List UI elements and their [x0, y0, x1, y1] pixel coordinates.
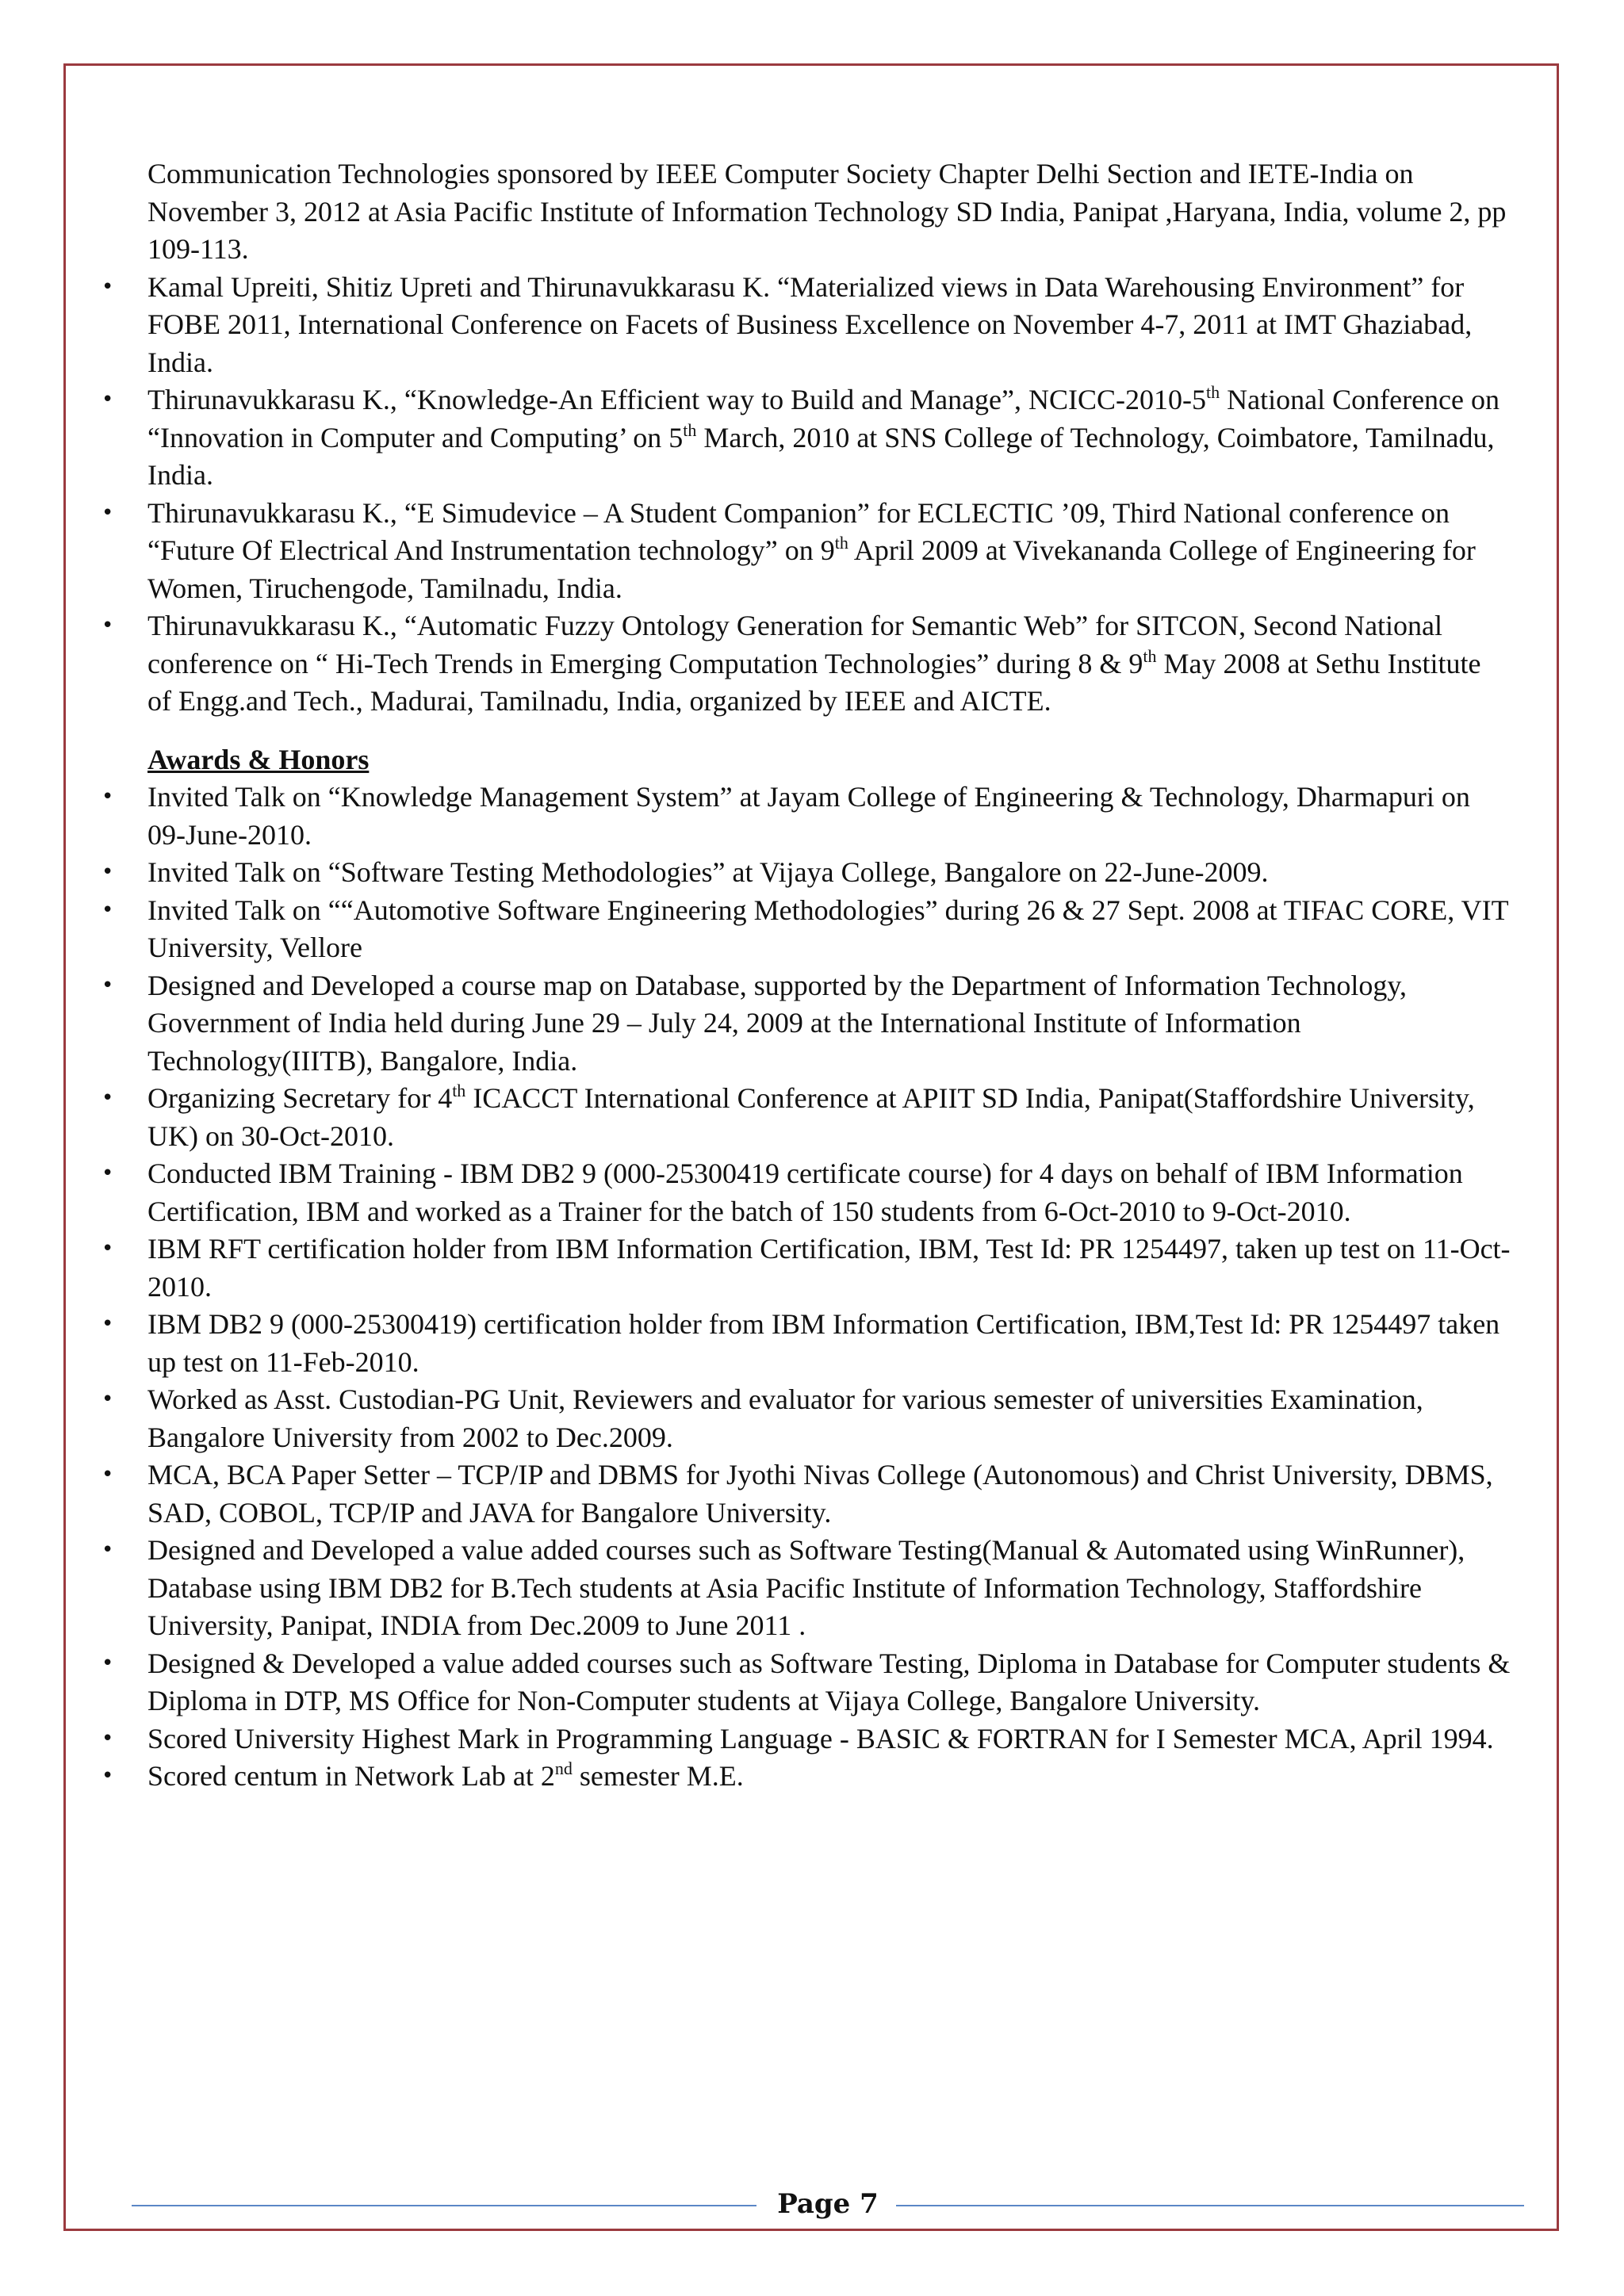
list-item: • IBM RFT certification holder from IBM Information Certification, IBM, Test Id: PR 1254497, taken up test on 11-Oct-2010.: [147, 1230, 1511, 1306]
list-item: • Invited Talk on “Software Testing Methodologies” at Vijaya College, Bangalore on 22-June-2009.: [147, 854, 1511, 892]
list-item: • Scored University Highest Mark in Programming Language - BASIC & FORTRAN for I Semester MCA, April 1994.: [147, 1720, 1511, 1758]
list-item: • Designed and Developed a value added courses such as Software Testing(Manual & Automated using WinRunner), Database using IBM DB2 for B.Tech students at Asia Pacific Institute of Information Technology, Staffordshire University, Panipat, INDIA from Dec.2009 to June 2011 .: [147, 1532, 1511, 1645]
list-item: • Kamal Upreiti, Shitiz Upreti and Thirunavukkarasu K. “Materialized views in Data Warehousing Environment” for FOBE 2011, International Conference on Facets of Business Excellence on November 4-7, 2011 at IMT Ghaziabad, India.: [147, 269, 1511, 382]
list-item: • IBM DB2 9 (000-25300419) certification holder from IBM Information Certification, IBM,Test Id: PR 1254497 taken up test on 11-Feb-2010.: [147, 1306, 1511, 1381]
list-item: • Thirunavukkarasu K., “E Simudevice – A Student Companion” for ECLECTIC ’09, Third National conference on “Future Of Electrical And Instrumentation technology” on 9th April 2009 at Vivekananda College of Engineering for Women, Tiruchengode, Tamilnadu, India.: [147, 495, 1511, 608]
publications-list: [147, 269, 1511, 721]
list-item: • Designed and Developed a course map on Database, supported by the Department of Information Technology, Government of India held during June 29 – July 24, 2009 at the International Institute of Information Technology(IIITB), Bangalore, India.: [147, 967, 1511, 1081]
list-item: • Worked as Asst. Custodian-PG Unit, Reviewers and evaluator for various semester of universities Examination, Bangalore University from 2002 to Dec.2009.: [147, 1381, 1511, 1456]
awards-list: [147, 779, 1511, 1796]
list-item: • MCA, BCA Paper Setter – TCP/IP and DBMS for Jyothi Nivas College (Autonomous) and Christ University, DBMS, SAD, COBOL, TCP/IP and JAVA for Bangalore University.: [147, 1456, 1511, 1532]
list-item: • Organizing Secretary for 4th ICACCT International Conference at APIIT SD India, Panipat(Staffordshire University, UK) on 30-Oct-2010.: [147, 1080, 1511, 1155]
footer-rule-right: [896, 2205, 1524, 2206]
list-item: • Scored centum in Network Lab at 2nd semester M.E.: [147, 1758, 1511, 1796]
section-spacer: [147, 721, 1511, 741]
awards-heading: Awards & Honors: [147, 743, 370, 775]
list-item: • Designed & Developed a value added courses such as Software Testing, Diploma in Database for Computer students & Diploma in DTP, MS Office for Non-Computer students at Vijaya College, Bangalore University.: [147, 1645, 1511, 1720]
page-footer: [132, 2188, 1524, 2220]
list-item: • Thirunavukkarasu K., “Automatic Fuzzy Ontology Generation for Semantic Web” for SITCON, Second National conference on “ Hi-Tech Trends in Emerging Computation Technologies” during 8 & 9th May 2008 at Sethu Institute of Engg.and Tech., Madurai, Tamilnadu, India, organized by IEEE and AICTE.: [147, 607, 1511, 721]
footer-rule-left: [132, 2205, 756, 2206]
list-item: • Conducted IBM Training - IBM DB2 9 (000-25300419 certificate course) for 4 days on behalf of IBM Information Certification, IBM and worked as a Trainer for the batch of 150 students from 6-Oct-2010 to 9-Oct-2010.: [147, 1155, 1511, 1230]
list-item: • Invited Talk on ““Automotive Software Engineering Methodologies” during 26 & 27 Sept. 2008 at TIFAC CORE, VIT University, Vellore: [147, 892, 1511, 967]
list-item: • Invited Talk on “Knowledge Management System” at Jayam College of Engineering & Technology, Dharmapuri on 09-June-2010.: [147, 779, 1511, 854]
list-item: • Thirunavukkarasu K., “Knowledge-An Efficient way to Build and Manage”, NCICC-2010-5th National Conference on “Innovation in Computer and Computing’ on 5th March, 2010 at SNS College of Technology, Coimbatore, Tamilnadu, India.: [147, 381, 1511, 495]
continued-publication: Communication Technologies sponsored by IEEE Computer Society Chapter Delhi Section and IETE-India on November 3, 2012 at Asia Pacific Institute of Information Technology SD India, Panipat ,Haryana, India, volume 2, pp 109-113.: [147, 158, 1507, 265]
page-number: Page 7: [777, 2188, 879, 2220]
page-content: [147, 155, 1511, 1796]
